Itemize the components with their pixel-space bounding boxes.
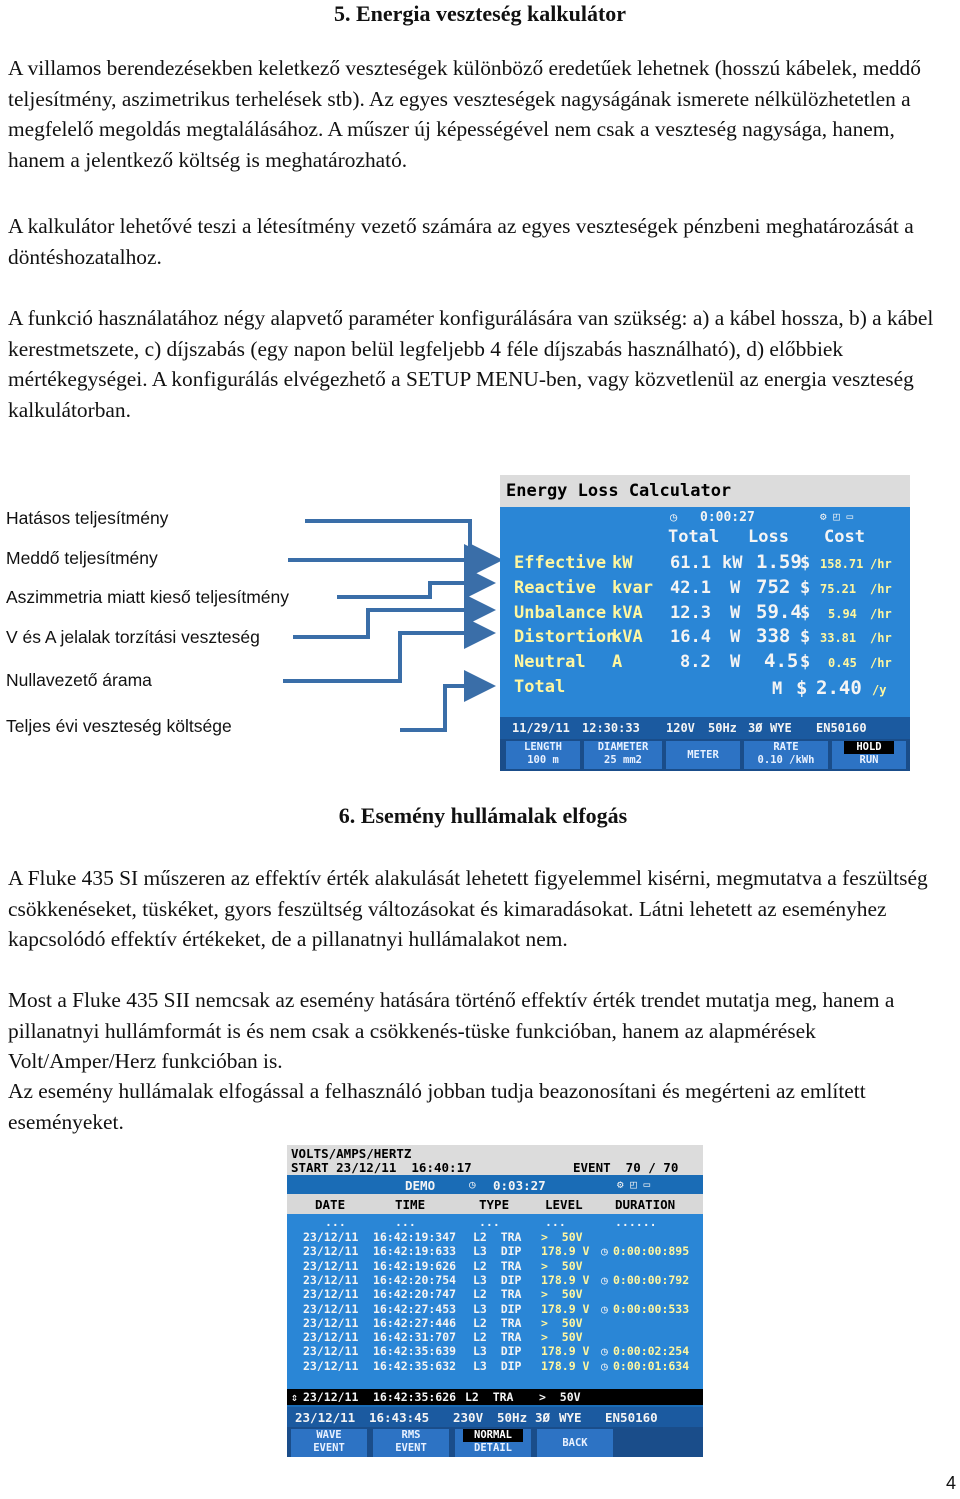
clock-icon: ◷ xyxy=(601,1358,608,1373)
event-cell: 178.9 V xyxy=(541,1301,590,1316)
event-cell: 16:42:27:453 xyxy=(373,1301,457,1316)
screen2-status-bar: 23/12/11 16:43:45 230V 50Hz 3Ø WYE EN50160 xyxy=(287,1407,703,1427)
event-cell: L2 TRA xyxy=(473,1258,522,1273)
event-cell: 16:42:35:639 xyxy=(373,1344,457,1359)
clock-icon: ◷ xyxy=(670,510,678,524)
col-total: Total xyxy=(668,527,720,547)
event-cell: 23/12/11 xyxy=(303,1258,359,1273)
event-cell: 16:42:20:747 xyxy=(373,1287,457,1302)
event-cell: 178.9 V xyxy=(541,1272,590,1287)
label-annual-loss-cost: Teljes évi veszteség költsége xyxy=(6,716,232,736)
event-cell: > 50V xyxy=(541,1330,583,1345)
events-table-header: DATE TIME TYPE LEVEL DURATION xyxy=(287,1194,703,1214)
event-cell: > 50V xyxy=(541,1287,583,1302)
diameter-button[interactable]: DIAMETER 25 mm2 xyxy=(584,741,662,769)
event-cell: 16:42:19:633 xyxy=(373,1244,457,1259)
event-cell: L2 TRA xyxy=(473,1287,522,1302)
label-active-power: Hatásos teljesítmény xyxy=(6,508,169,528)
col-loss: Loss xyxy=(748,527,789,547)
event-cell: L3 DIP xyxy=(473,1244,522,1259)
event-cell: 23/12/11 xyxy=(303,1287,359,1302)
event-cell: L2 TRA xyxy=(473,1330,522,1345)
demo-label: DEMO xyxy=(405,1178,436,1193)
event-cell: 0:00:02:254 xyxy=(613,1344,690,1359)
screen1-body: ◷ 0:00:27 ⚙ ◰ ▭ Total Loss Cost Effective kW 61.1 kW 1.59 $ 158.71 /hr Reactive kvar 42.1 W 752 $ 75.21 /hr Unbalance kVA 12.3 W 59.4 $ 5.94 /hr Distortion kVA 16.4 W 338 $ 33.81 /hr Neutral A 8.2 W 4.5 $ 0.45 /hr Total M $ 2.40 /y xyxy=(500,507,910,717)
status-icons: ⚙ ◰ ▭ xyxy=(820,510,854,523)
event-cell: 23/12/11 xyxy=(303,1244,359,1259)
screen1-status-bar: 11/29/11 12:30:33 120V 50Hz 3Ø WYE EN50160 xyxy=(500,717,910,739)
clock-icon: ◷ xyxy=(601,1244,608,1259)
screen2-timer: 0:03:27 xyxy=(493,1178,546,1193)
clock-icon: ◷ xyxy=(601,1272,608,1287)
normal-detail-button[interactable]: NORMAL DETAIL xyxy=(455,1429,531,1457)
event-cell: > 50V xyxy=(541,1315,583,1330)
clock-icon: ◷ xyxy=(601,1344,608,1359)
event-cell: L3 DIP xyxy=(473,1301,522,1316)
event-cell: 0:00:00:792 xyxy=(613,1272,690,1287)
col-cost: Cost xyxy=(824,527,865,547)
back-button[interactable]: BACK xyxy=(537,1429,613,1457)
section-6-title: 6. Esemény hullámalak elfogás xyxy=(338,803,628,828)
energy-loss-calculator-screen xyxy=(500,475,910,771)
event-cell: 23/12/11 xyxy=(303,1315,359,1330)
event-cell: 23/12/11 xyxy=(303,1230,359,1244)
scroll-arrows-icon: ⇕ xyxy=(291,1390,298,1404)
section-6-paragraph-3: Az esemény hullámalak elfogással a felhasználó jobban tudja beazonosítani és megérteni az említett eseményeket. xyxy=(8,1079,866,1134)
event-cell: 23/12/11 xyxy=(303,1272,359,1287)
section-5-paragraph-3: A funkció használatához négy alapvető paraméter konfigurálására van szükség: a) a kábel hossza, b) a kábel kerestmetszete, c) díjszabás (egy napon belül legfeljebb 4 féle díjszabás használható), d) előbbiek mértékegységei. A konfigurálás elvégezhető a SETUP MENU-ben, vagy közvetlenül az energia veszteség kalkulátorban. xyxy=(8,306,934,422)
event-cell: 16:42:31:707 xyxy=(373,1330,457,1345)
screen2-softkeys xyxy=(287,1427,703,1457)
event-cell: 178.9 V xyxy=(541,1244,590,1259)
event-cell: 23/12/11 xyxy=(303,1344,359,1359)
event-cell: 16:42:19:626 xyxy=(373,1258,457,1273)
event-waveform-screen xyxy=(287,1145,703,1457)
event-cell: 23/12/11 xyxy=(303,1358,359,1373)
clock-icon: ◷ xyxy=(469,1178,476,1191)
page-number: 4 xyxy=(945,1473,956,1493)
screen1-title: Energy Loss Calculator xyxy=(500,475,910,507)
length-button[interactable]: LENGTH 100 m xyxy=(506,741,580,769)
event-cell: L3 DIP xyxy=(473,1344,522,1359)
section-6-paragraph-1: A Fluke 435 SI műszeren az effektív érték alakulását lehetett figyelemmel kisérni, megmutatva a feszültség csökkenéseket, tüskéket, gyors feszültség változásokat és kimaradásokat. Látni lehetett az eseményhez kapcsolódó effektív értékeket, de a pillanatnyi hullámalakot nem. xyxy=(8,866,928,951)
event-cell: 23/12/11 xyxy=(303,1330,359,1345)
label-distortion-loss: V és A jelalak torzítási veszteség xyxy=(6,627,260,647)
events-table-body: ... ... ... ... ...... xyxy=(287,1214,703,1402)
rate-button[interactable]: RATE 0.10 /kWh xyxy=(744,741,828,769)
event-cell: 0:00:00:533 xyxy=(613,1301,690,1316)
event-cell: L3 DIP xyxy=(473,1272,522,1287)
hold-run-button[interactable]: HOLD RUN xyxy=(832,741,906,769)
event-cell: 178.9 V xyxy=(541,1344,590,1359)
event-cell: L2 TRA xyxy=(473,1315,522,1330)
section-5-paragraph-2: A kalkulátor lehetővé teszi a létesítmény vezető számára az egyes veszteségek pénzbeni meghatározását a döntéshozatalhoz. xyxy=(8,214,914,269)
event-cell: 23/12/11 xyxy=(303,1301,359,1316)
event-cell: 178.9 V xyxy=(541,1358,590,1373)
meter-button[interactable]: METER xyxy=(666,741,740,769)
event-cell: 16:42:27:446 xyxy=(373,1315,457,1330)
selected-event-row[interactable]: ⇕ 23/12/11 16:42:35:626 L2 TRA > 50V xyxy=(287,1389,703,1405)
event-cell: L3 DIP xyxy=(473,1358,522,1373)
label-neutral-current: Nullavezető árama xyxy=(6,670,152,690)
event-cell: 16:42:19:347 xyxy=(373,1230,457,1244)
event-cell: > 50V xyxy=(541,1258,583,1273)
label-reactive-power: Meddő teljesítmény xyxy=(6,548,158,568)
event-cell: 16:42:20:754 xyxy=(373,1272,457,1287)
section-5-paragraph-1: A villamos berendezésekben keletkező veszteségek különböző eredetűek lehetnek (hosszú kábelek, meddő teljesítmény, aszimetrikus terhelések stb). Az egyes veszteségek nagyságának ismerete nélkülözhetetlen a megfelelő megoldás megtalálásához. A műszer új képességével nem csak a veszteség nagysága, hanem, hanem a jelentkező költség is meghatározható. xyxy=(8,56,921,172)
rms-event-button[interactable]: RMS EVENT xyxy=(373,1429,449,1457)
clock-icon: ◷ xyxy=(601,1301,608,1316)
screen1-softkeys xyxy=(500,739,910,771)
wave-event-button[interactable]: WAVE EVENT xyxy=(291,1429,367,1457)
event-cell: 0:00:00:895 xyxy=(613,1244,690,1259)
event-cell: 16:42:35:632 xyxy=(373,1358,457,1373)
event-cell: 0:00:01:634 xyxy=(613,1358,690,1373)
screen1-timer: 0:00:27 xyxy=(700,510,755,525)
section-5-title: 5. Energia veszteség kalkulátor xyxy=(333,1,627,26)
event-cell: > 50V xyxy=(541,1230,583,1244)
status-icons: ⚙ ◰ ▭ xyxy=(617,1178,651,1191)
label-unbalance-power: Aszimmetria miatt kieső teljesítmény xyxy=(6,587,289,607)
event-cell: L2 TRA xyxy=(473,1230,522,1244)
screen2-title-bar: VOLTS/AMPS/HERTZ START 23/12/11 16:40:17 EVENT 70 / 70 xyxy=(287,1145,703,1175)
section-6-paragraph-2: Most a Fluke 435 SII nemcsak az esemény hatására történő effektív érték trendet mutatja meg, hanem a pillanatnyi hullámformát is és nem csak a csökkenés-tüske funkcióban, hanem az alapmérések Volt/Amper/Herz funkcióban is. xyxy=(8,988,895,1073)
